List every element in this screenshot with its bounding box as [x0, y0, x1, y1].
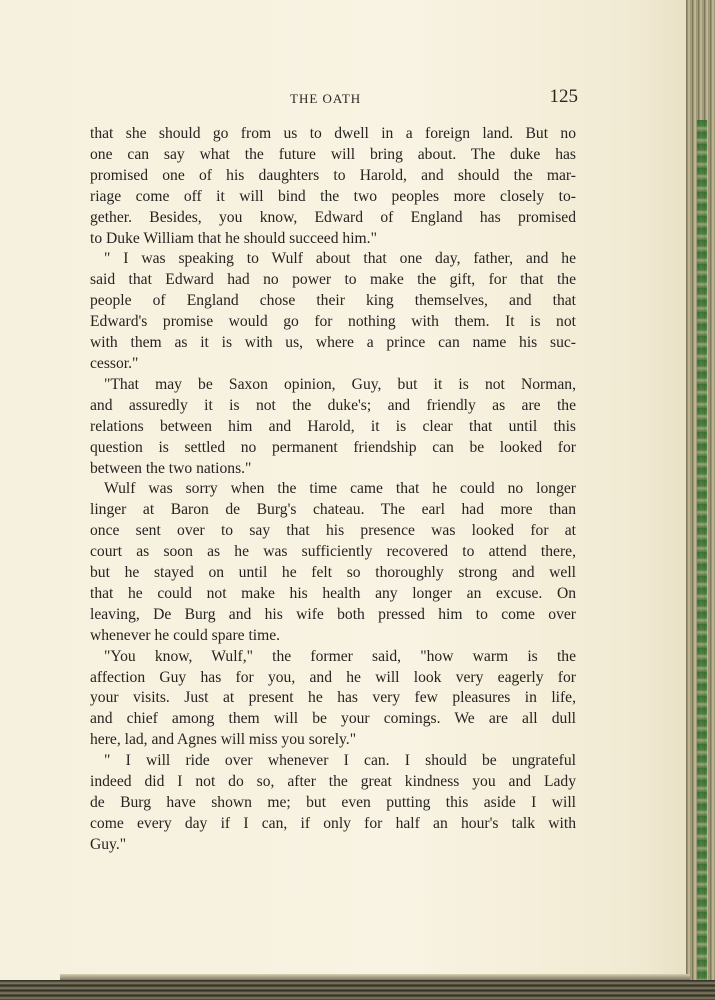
text-line: "That may be Saxon opinion, Guy, but it is not Norman, [104, 375, 576, 393]
running-title: THE OATH [290, 91, 362, 106]
page-stack-bottom-edge [0, 980, 715, 1000]
text-line: indeed did I not do so, after the great kindness you and Lady [90, 773, 576, 791]
book-cover-edge [697, 120, 707, 980]
text-line: and chief among them will be your comings. We are all dull [90, 710, 576, 728]
text-line: " I was speaking to Wulf about that one day, father, and he [104, 250, 576, 268]
text-line: that he could not make his health any longer an excuse. On [90, 584, 576, 602]
text-line: people of England chose their king themselves, and that [90, 292, 576, 310]
text-line: Guy." [90, 835, 127, 853]
text-line: court as soon as he was sufficiently recovered to attend there, [90, 543, 576, 561]
text-line: to Duke William that he should succeed him." [90, 229, 377, 247]
text-line: here, lad, and Agnes will miss you sorely." [90, 731, 357, 749]
text-line: said that Edward had no power to make the gift, for that the [90, 271, 576, 289]
text-line: with them as it is with us, where a prince can name his suc- [90, 334, 576, 352]
text-line: whenever he could spare time. [90, 626, 281, 644]
text-line: that she should go from us to dwell in a foreign land. But no [90, 125, 576, 142]
text-line: riage come off it will bind the two peoples more closely to- [90, 187, 576, 205]
text-line: and assuredly it is not the duke's; and friendly as are the [90, 396, 576, 414]
body-text [90, 124, 576, 856]
text-line: but he stayed on until he felt so thoroughly strong and well [90, 564, 576, 582]
text-line: leaving, De Burg and his wife both pressed him to come over [90, 605, 576, 623]
text-line: "You know, Wulf," the former said, "how warm is the [104, 647, 576, 665]
text-line: come every day if I can, if only for half an hour's talk with [90, 814, 576, 832]
running-header [90, 86, 578, 110]
text-line: linger at Baron de Burg's chateau. The earl had more than [90, 501, 576, 519]
page-number: 125 [549, 86, 578, 107]
text-line: once sent over to say that his presence was looked for at [90, 522, 576, 540]
text-line: " I will ride over whenever I can. I should be ungrateful [104, 752, 576, 770]
text-line: affection Guy has for you, and he will look very eagerly for [90, 668, 576, 686]
text-line: promised one of his daughters to Harold, and should the mar- [90, 166, 576, 184]
text-line: gether. Besides, you know, Edward of England has promised [90, 208, 576, 226]
text-line: Edward's promise would go for nothing with them. It is not [90, 313, 576, 331]
text-line: question is settled no permanent friendship can be looked for [90, 438, 576, 456]
text-line: de Burg have shown me; but even putting this aside I will [90, 794, 576, 811]
text-line: between the two nations." [90, 459, 252, 477]
text-line: cessor." [90, 354, 139, 372]
text-line: Wulf was sorry when the time came that he could no longer [104, 480, 576, 498]
text-line: your visits. Just at present he has very few pleasures in life, [90, 689, 576, 707]
text-line: relations between him and Harold, it is clear that until this [90, 417, 576, 435]
text-line: one can say what the future will bring about. The duke has [90, 145, 576, 163]
